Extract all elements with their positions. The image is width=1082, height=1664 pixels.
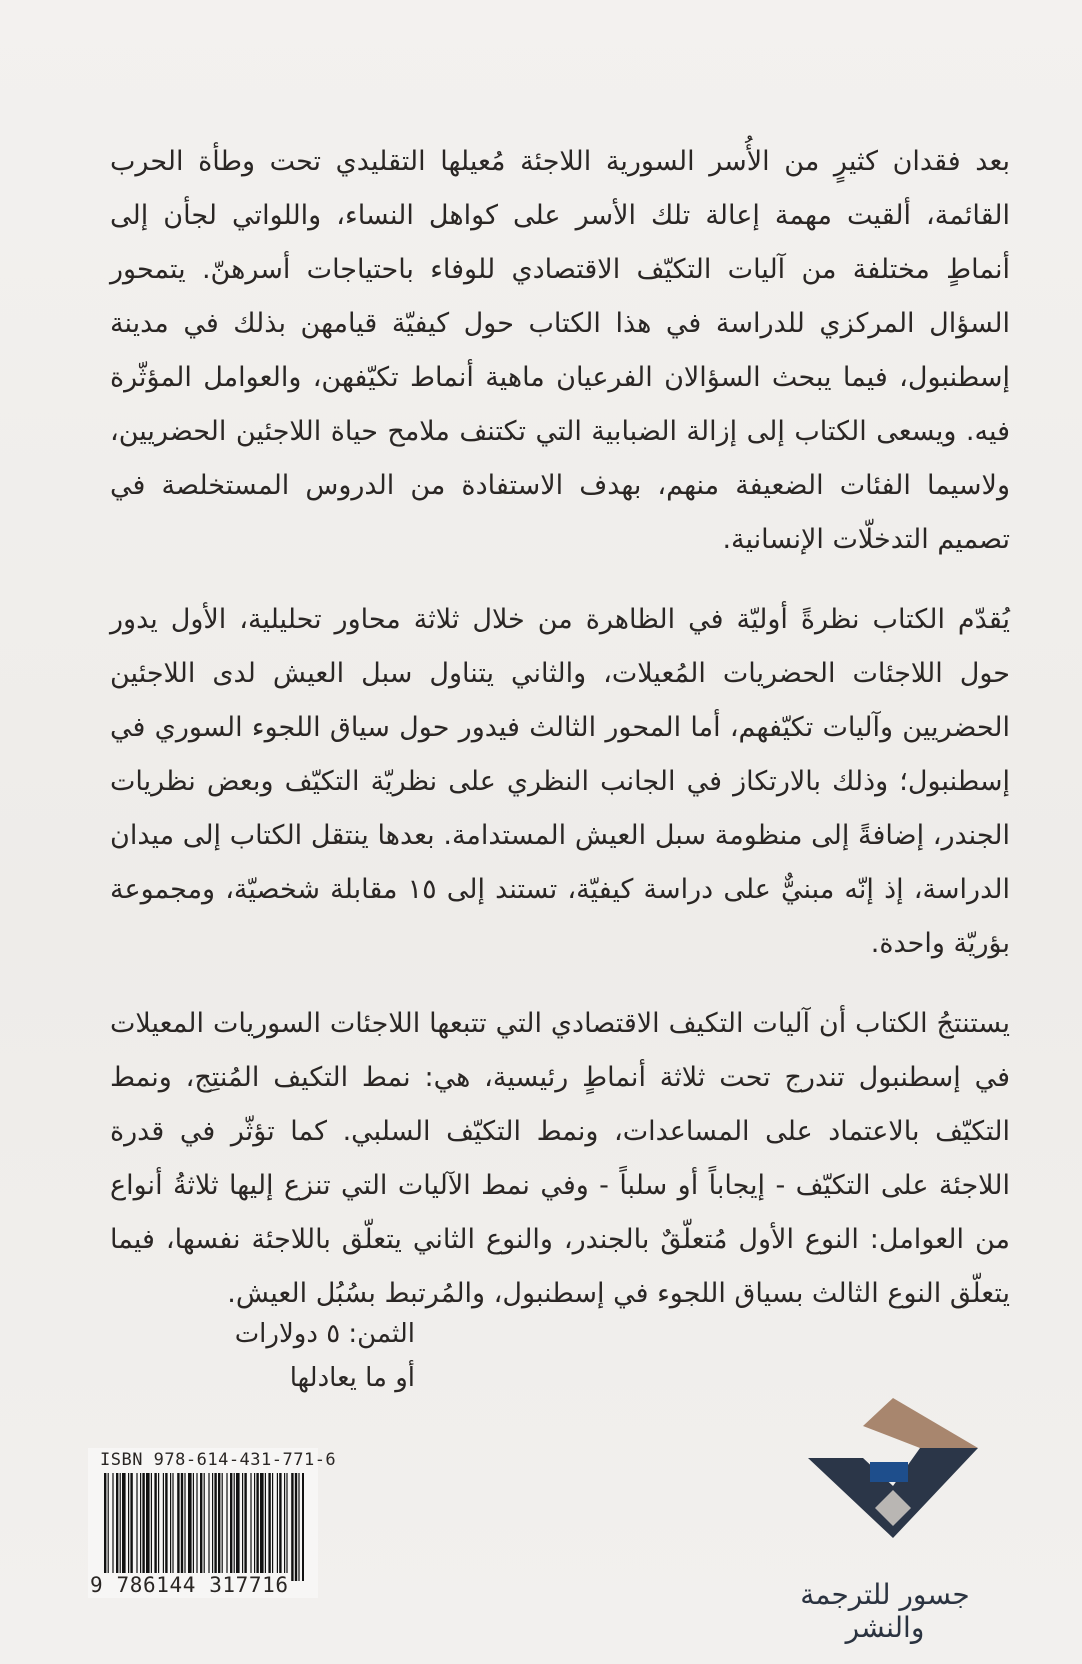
barcode-icon bbox=[104, 1473, 304, 1581]
barcode-bar bbox=[214, 1473, 216, 1581]
barcode-bar bbox=[226, 1473, 227, 1581]
barcode-bar bbox=[250, 1473, 251, 1581]
barcode-bar bbox=[163, 1473, 164, 1581]
barcode-bar bbox=[120, 1473, 121, 1581]
barcode-bar bbox=[130, 1473, 132, 1581]
price-equivalent-line: أو ما يعادلها bbox=[289, 1363, 415, 1393]
barcode-bar bbox=[154, 1473, 156, 1581]
barcode-bar bbox=[236, 1473, 240, 1581]
barcode-bar bbox=[230, 1473, 232, 1581]
barcode-bar bbox=[200, 1473, 202, 1581]
barcode-bar bbox=[208, 1473, 209, 1581]
price-line: الثمن: ٥ دولارات bbox=[234, 1319, 415, 1349]
barcode-bar bbox=[104, 1473, 106, 1581]
barcode-digits: 9 786144 317716 bbox=[90, 1573, 289, 1597]
barcode-bar bbox=[116, 1473, 118, 1581]
barcode-bar bbox=[181, 1473, 183, 1581]
barcode-bar bbox=[222, 1473, 223, 1581]
isbn-label: ISBN 978-614-431-771-6 bbox=[100, 1450, 337, 1470]
barcode-bar bbox=[140, 1473, 141, 1581]
blurb-paragraph-2: يُقدّم الكتاب نظرةً أوليّة في الظاهرة من خلال ثلاثة محاور تحليلية، الأول يدور حول اللاجئات الحضريات المُعيلات، والثاني يتناول سبل العيش لدى اللاجئين الحضريين وآليات تكيّفهم، أما المحور الثالث فيدور حول سياق اللجوء السوري في إسطنبول؛ وذلك بالارتكاز في الجانب النظري على نظريّة التكيّف وبعض نظريات الجندر، إضافةً إلى منظومة سبل العيش المستدامة. بعدها ينتقل الكتاب إلى ميدان الدراسة، إذ إنّه مبنيٌّ على دراسة كيفيّة، تستند إلى ١٥ مقابلة شخصيّة، ومجموعة بؤريّة واحدة. bbox=[110, 604, 1010, 959]
barcode-bar bbox=[177, 1473, 179, 1581]
barcode-bar bbox=[286, 1473, 287, 1581]
barcode-bar bbox=[256, 1473, 258, 1581]
price-block bbox=[115, 1312, 415, 1400]
barcode-bar bbox=[165, 1473, 167, 1581]
publisher-logo-icon bbox=[808, 1398, 978, 1538]
barcode-bar bbox=[193, 1473, 194, 1581]
barcode-bar bbox=[108, 1473, 109, 1581]
logo-blue-shape-icon bbox=[870, 1462, 908, 1482]
barcode-bar bbox=[277, 1473, 278, 1581]
publisher-name: جسور للترجمة والنشر bbox=[800, 1578, 970, 1644]
barcode-bar bbox=[279, 1473, 281, 1581]
barcode-bar bbox=[128, 1473, 129, 1581]
blurb-paragraph-3: يستنتجُ الكتاب أن آليات التكيف الاقتصادي التي تتبعها اللاجئات السوريات المعيلات في إسطنبول تندرج تحت ثلاثة أنماطٍ رئيسية، هي: نمط التكيف المُنتِج، ونمط التكيّف بالاعتماد على المساعدات، ونمط التكيّف السلبي. كما تؤثّر في قدرة اللاجئة على التكيّف - إيجاباً أو سلباً - وفي نمط الآليات التي تنزع إليها ثلاثةُ أنواع من العوامل: النوع الأول مُتعلّقٌ بالجندر، والنوع الثاني يتعلّق باللاجئة نفسها، فيما يتعلّق النوع الثالث بسياق اللجوء في إسطنبول، والمُرتبط بسُبُل العيش. bbox=[110, 1008, 1010, 1309]
barcode-bar bbox=[242, 1473, 243, 1581]
barcode-bar bbox=[142, 1473, 144, 1581]
barcode-bar bbox=[272, 1473, 273, 1581]
barcode-bar bbox=[298, 1473, 299, 1581]
logo-brown-shape-icon bbox=[863, 1398, 978, 1448]
barcode-bar bbox=[184, 1473, 185, 1581]
barcode-bar bbox=[291, 1473, 293, 1581]
barcode-bar bbox=[212, 1473, 213, 1581]
barcode-bar bbox=[196, 1473, 197, 1581]
barcode-bar bbox=[265, 1473, 266, 1581]
barcode-bar bbox=[218, 1473, 220, 1581]
barcode-bar bbox=[234, 1473, 235, 1581]
barcode-bar bbox=[295, 1473, 297, 1581]
barcode-bar bbox=[260, 1473, 264, 1581]
barcode-bar bbox=[146, 1473, 150, 1581]
barcode-bar bbox=[151, 1473, 152, 1581]
barcode-bar bbox=[170, 1473, 171, 1581]
barcode-bar bbox=[112, 1473, 113, 1581]
barcode-bar bbox=[158, 1473, 159, 1581]
barcode-bar bbox=[284, 1473, 285, 1581]
barcode-bar bbox=[204, 1473, 205, 1581]
barcode-bar bbox=[188, 1473, 192, 1581]
barcode-bar bbox=[302, 1473, 304, 1581]
barcode-bar bbox=[122, 1473, 126, 1581]
barcode-bar bbox=[268, 1473, 270, 1581]
barcode-bar bbox=[172, 1473, 173, 1581]
blurb-text bbox=[110, 135, 1010, 1347]
blurb-paragraph-1: بعد فقدان كثيرٍ من الأُسر السورية اللاجئة مُعيلها التقليدي تحت وطأة الحرب القائمة، ألقيت مهمة إعالة تلك الأسر على كواهل النساء، واللواتي لجأن إلى أنماطٍ مختلفة من آليات التكيّف الاقتصادي للوفاء باحتياجات أسرهنّ. يتمحور السؤال المركزي للدراسة في هذا الكتاب حول كيفيّة قيامهن بذلك في مدينة إسطنبول، فيما يبحث السؤالان الفرعيان ماهية أنماط تكيّفهن، والعوامل المؤثّرة فيه. ويسعى الكتاب إلى إزالة الضبابية التي تكتنف ملامح حياة اللاجئين الحضريين، ولاسيما الفئات الضعيفة منهم، بهدف الاستفادة من الدروس المستخلصة في تصميم التدخلّات الإنسانية. bbox=[110, 146, 1010, 555]
barcode-bar bbox=[254, 1473, 255, 1581]
barcode-bar bbox=[244, 1473, 246, 1581]
barcode-bar bbox=[136, 1473, 137, 1581]
